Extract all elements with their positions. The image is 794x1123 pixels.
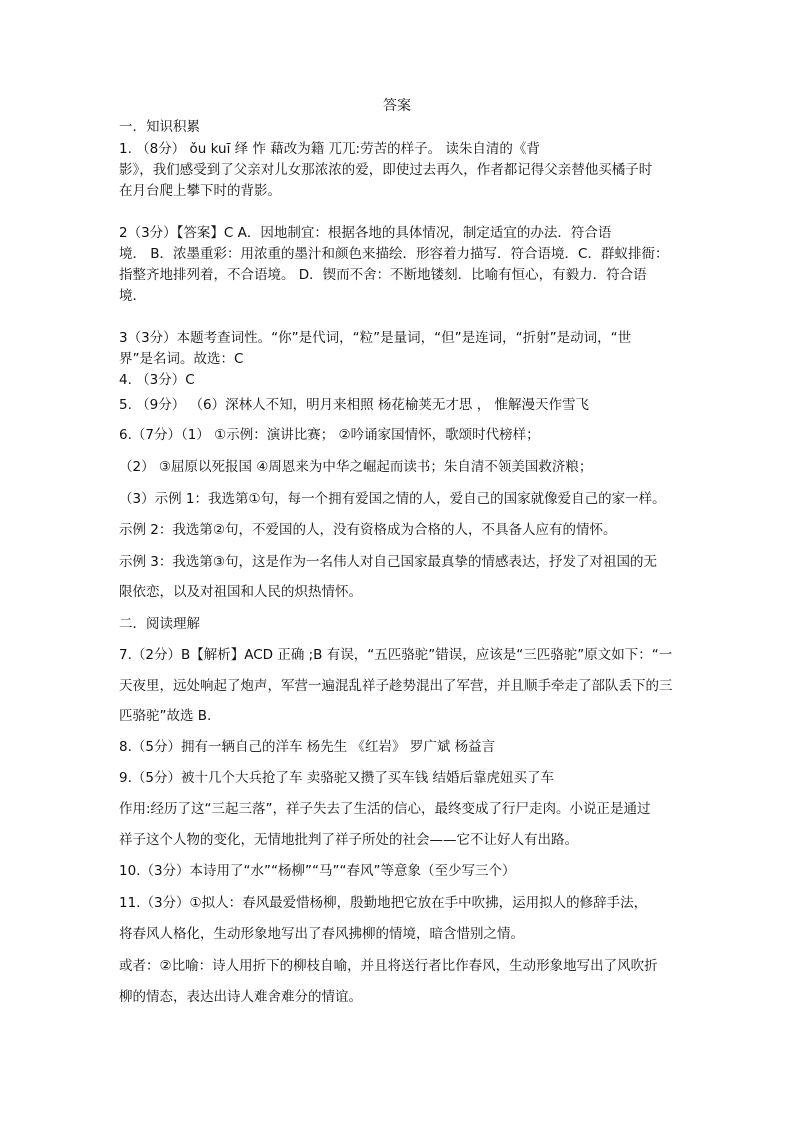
answer-q7-line2: 天夜里，远处响起了炮声，军营一遍混乱祥子趁势混出了军营，并且顺手牵走了部队丢下的三: [119, 678, 673, 694]
answer-q6-line3: （3）示例 1：我选第①句，每一个拥有爱国之情的人，爱自己的国家就像爱自己的家一样。: [119, 491, 666, 507]
answer-q6-line6: 限依恋，以及对祖国和人民的炽热情怀。: [119, 584, 362, 600]
answer-q6-line5: 示例 3：我选第③句，这是作为一名伟人对自己国家最真挚的情感表达，抒发了对祖国的无: [119, 554, 657, 570]
answer-q2-line4: 境．: [119, 288, 146, 304]
answer-q1-line2: 影》，我们感受到了父亲对儿女那浓浓的爱，即使过去再久，作者都记得父亲替他买橘子时: [119, 162, 653, 178]
answer-q11-line2: 将春风人格化，生动形象地写出了春风拂柳的情境，暗含惜别之情。: [119, 926, 524, 942]
answer-q3-line1: 3（3分）本题考查词性。“你”是代词，“粒”是量词，“但”是连词，“折射”是动词，“世: [119, 330, 632, 346]
answer-q9-line3: 祥子这个人物的变化，无情地批判了祥子所处的社会——它不让好人有出路。: [119, 832, 578, 848]
answer-q8: 8.（5分）拥有一辆自己的洋车 杨先生 《红岩》 罗广斌 杨益言: [119, 739, 496, 755]
answer-q9-line1: 9.（5分）被十几个大兵抢了车 卖骆驼又攒了买车钱 结婚后靠虎妞买了车: [119, 770, 555, 786]
answer-q5: 5. （9分） （6）深林人不知，明月来相照 杨花榆荚无才思 ， 惟解漫天作雪飞: [119, 397, 590, 413]
answer-q6-line2: （2） ③屈原以死报国 ④周恩来为中华之崛起而读书；朱自清不领美国救济粮；: [119, 459, 593, 475]
section-heading-knowledge: 一．知识积累: [119, 119, 200, 135]
section-heading-reading: 二．阅读理解: [119, 616, 200, 632]
answer-q7-line1: 7.（2分）B【解析】ACD 正确 ;B 有误，“五匹骆驼”错误，应该是“三匹骆驼”原文如下：“一: [119, 647, 673, 663]
answer-q2-line1: 2（3分）【答案】C A．因地制宜：根据各地的具体情况，制定适宜的办法．符合语: [119, 225, 612, 241]
answer-q11-line3: 或者：②比喻：诗人用折下的柳枝自喻，并且将送行者比作春风，生动形象地写出了风吹折: [119, 958, 658, 974]
answer-q2-line2: 境． B．浓墨重彩：用浓重的墨汁和颜色来描绘．形容着力描写．符合语境．C．群蚁排衙：: [119, 246, 669, 262]
page-title: 答案: [383, 98, 411, 114]
answer-q1-line3: 在月台爬上攀下时的背影。: [119, 183, 281, 199]
answer-q1-line1: 1. （8分） ǒu kuī 绎 怍 藉改为籍 兀兀:劳苦的样子。 读朱自清的《背: [119, 141, 540, 157]
answer-q7-line3: 匹骆驼”故选 B.: [119, 708, 212, 724]
answer-q2-line3: 指整齐地排列着，不合语境。 D．锲而不舍：不断地镂刻．比喻有恒心，有毅力．符合语: [119, 267, 647, 283]
answer-q9-line2: 作用:经历了这“三起三落”，祥子失去了生活的信心，最终变成了行尸走肉。小说正是通过: [119, 801, 651, 817]
answer-q6-line1: 6.（7分）（1） ①示例：演讲比赛； ②吟诵家国情怀，歌颂时代榜样；: [119, 427, 540, 443]
answer-q6-line4: 示例 2：我选第②句，不爱国的人，没有资格成为合格的人，不具备人应有的情怀。: [119, 522, 617, 538]
answer-q3-line2: 界”是名词。故选：C: [119, 351, 244, 367]
answer-q11-line1: 11.（3分）①拟人：春风最爱惜杨柳，殷勤地把它放在手中吹拂，运用拟人的修辞手法，: [119, 895, 648, 911]
answer-q4: 4. （3分）C: [119, 372, 195, 388]
answer-q10: 10.（3分）本诗用了“水”“杨柳”“马”“春风”等意象（至少写三个）: [119, 863, 516, 879]
answer-q11-line4: 柳的情态，表达出诗人难舍难分的情谊。: [119, 989, 362, 1005]
